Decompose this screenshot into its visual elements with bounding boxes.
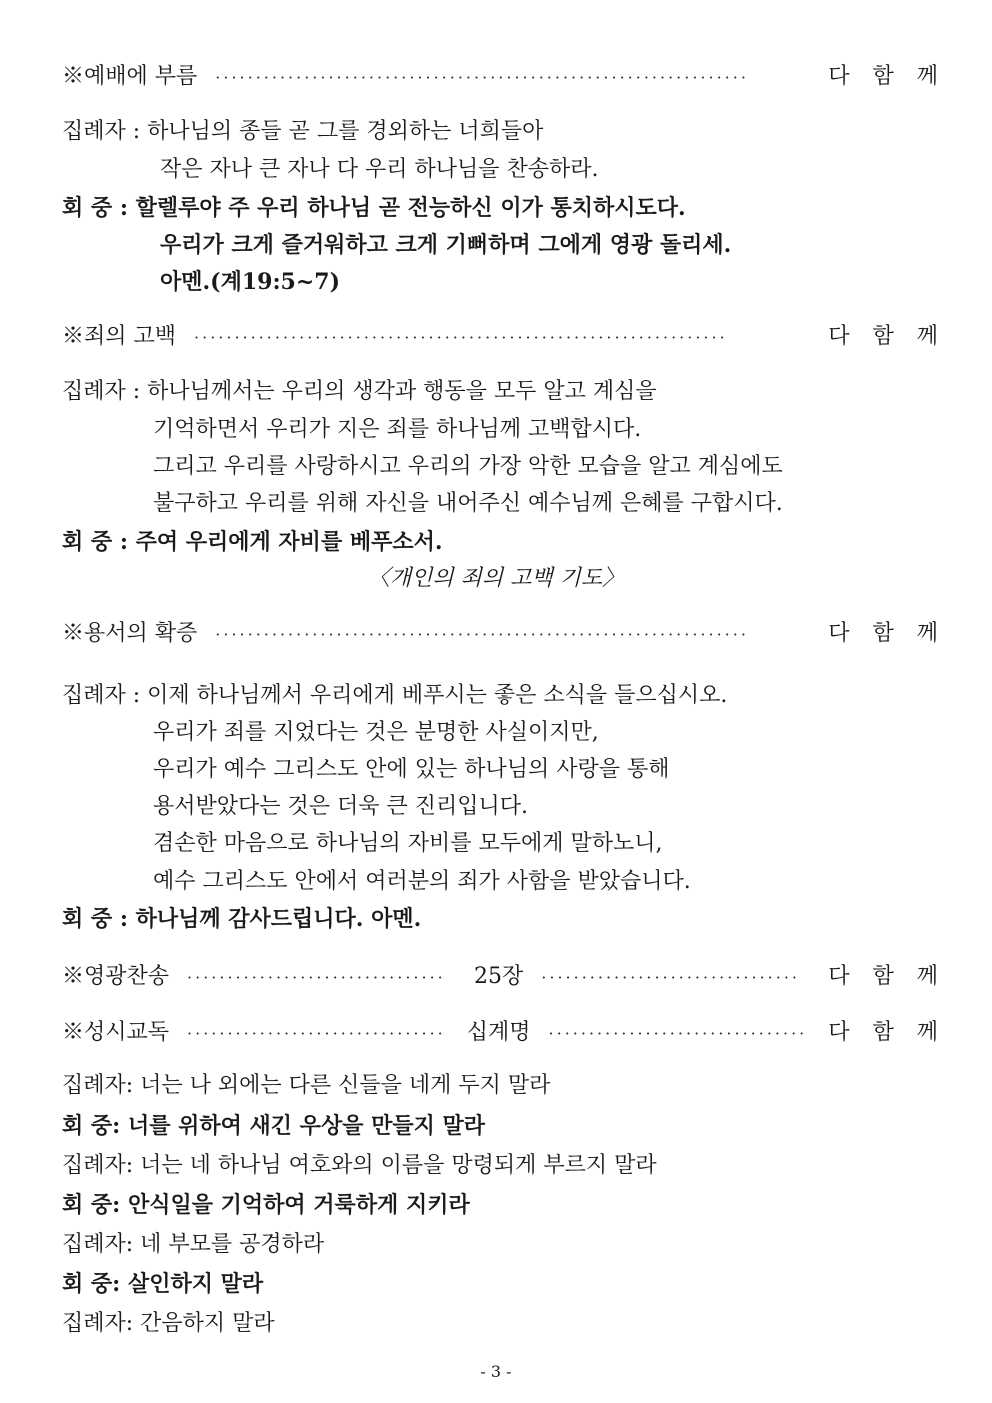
- liturgy-line-response: 회 중 : 주여 우리에게 자비를 베푸소서.: [62, 529, 443, 555]
- leader-dots: ································: [541, 970, 801, 986]
- section-heading-gloria: [62, 966, 946, 988]
- section-participants: 다 함 께: [828, 964, 947, 989]
- reading-line-leader: 집례자: 네 부모를 공경하라: [62, 1232, 325, 1257]
- hymn-number: 25장: [474, 964, 524, 989]
- liturgy-line-response: 회 중 : 하나님께 감사드립니다. 아멘.: [62, 906, 422, 932]
- reading-line-leader: 집례자: 너는 네 하나님 여호와의 이름을 망령되게 부르지 말라: [62, 1153, 657, 1178]
- leader-dots: ··································································: [215, 627, 749, 643]
- liturgy-line: 겸손한 마음으로 하나님의 자비를 모두에게 말하노니,: [153, 831, 663, 856]
- leader-dots: ··································································: [215, 70, 749, 86]
- section-participants: 다 함 께: [828, 324, 946, 349]
- leader-dots: ··································································: [194, 330, 728, 346]
- section-participants: 다 함 께: [828, 621, 946, 646]
- section-title: ※영광찬송: [62, 964, 170, 989]
- liturgy-line-response: 우리가 크게 즐거워하고 크게 기뻐하며 그에게 영광 돌리세.: [160, 232, 732, 258]
- section-participants: 다 함 께: [828, 64, 946, 89]
- liturgy-line: 작은 자나 큰 자나 다 우리 하나님을 찬송하라.: [160, 157, 599, 182]
- leader-dots: ································: [187, 970, 446, 986]
- section-heading-call-to-worship: [62, 66, 946, 88]
- liturgy-line: 그리고 우리를 사랑하시고 우리의 가장 악한 모습을 알고 계심에도: [153, 454, 783, 479]
- leader-dots: ································: [548, 1026, 808, 1042]
- liturgy-line: 용서받았다는 것은 더욱 큰 진리입니다.: [153, 794, 528, 819]
- reading-line-congregation: 회 중: 너를 위하여 새긴 우상을 만들지 말라: [62, 1113, 486, 1139]
- liturgy-line: 기억하면서 우리가 지은 죄를 하나님께 고백합시다.: [153, 417, 642, 442]
- liturgy-line: 집례자 : 하나님께서는 우리의 생각과 행동을 모두 알고 계심을: [62, 379, 657, 404]
- liturgy-line: 우리가 죄를 지었다는 것은 분명한 사실이지만,: [153, 720, 599, 745]
- leader-dots: ································: [187, 1026, 446, 1042]
- liturgy-line: 예수 그리스도 안에서 여러분의 죄가 사함을 받았습니다.: [153, 869, 691, 894]
- section-heading-assurance: [62, 623, 946, 645]
- section-heading-responsive-reading: [62, 1022, 946, 1044]
- section-participants: 다 함 께: [828, 1020, 946, 1045]
- reading-line-congregation: 회 중: 안식일을 기억하여 거룩하게 지키라: [62, 1192, 470, 1218]
- section-title: ※성시교독: [62, 1020, 170, 1045]
- section-heading-confession: [62, 326, 946, 348]
- section-title: ※예배에 부름: [62, 64, 198, 89]
- reading-line-leader: 집례자: 간음하지 말라: [62, 1311, 275, 1336]
- liturgy-line-response: 회 중 : 할렐루야 주 우리 하나님 곧 전능하신 이가 통치하시도다.: [62, 195, 686, 221]
- liturgy-line: 집례자 : 이제 하나님께서 우리에게 베푸시는 좋은 소식을 들으십시오.: [62, 683, 728, 708]
- liturgy-line: 우리가 예수 그리스도 안에 있는 하나님의 사랑을 통해: [153, 757, 670, 782]
- reading-title: 십계명: [466, 1020, 531, 1045]
- liturgy-line: 집례자 : 하나님의 종들 곧 그를 경외하는 너희들아: [62, 119, 544, 144]
- section-title: ※죄의 고백: [62, 324, 177, 349]
- liturgy-line: 불구하고 우리를 위해 자신을 내어주신 예수님께 은혜를 구합시다.: [153, 491, 783, 516]
- page-number: - 3 -: [480, 1362, 512, 1381]
- section-title: ※용서의 확증: [62, 621, 198, 646]
- prayer-note: 〈개인의 죄의 고백 기도〉: [367, 566, 625, 591]
- scripture-reference: 아멘.(계19:5~7): [160, 269, 341, 295]
- reading-line-congregation: 회 중: 살인하지 말라: [62, 1271, 264, 1297]
- reading-line-leader: 집례자: 너는 나 외에는 다른 신들을 네게 두지 말라: [62, 1073, 551, 1098]
